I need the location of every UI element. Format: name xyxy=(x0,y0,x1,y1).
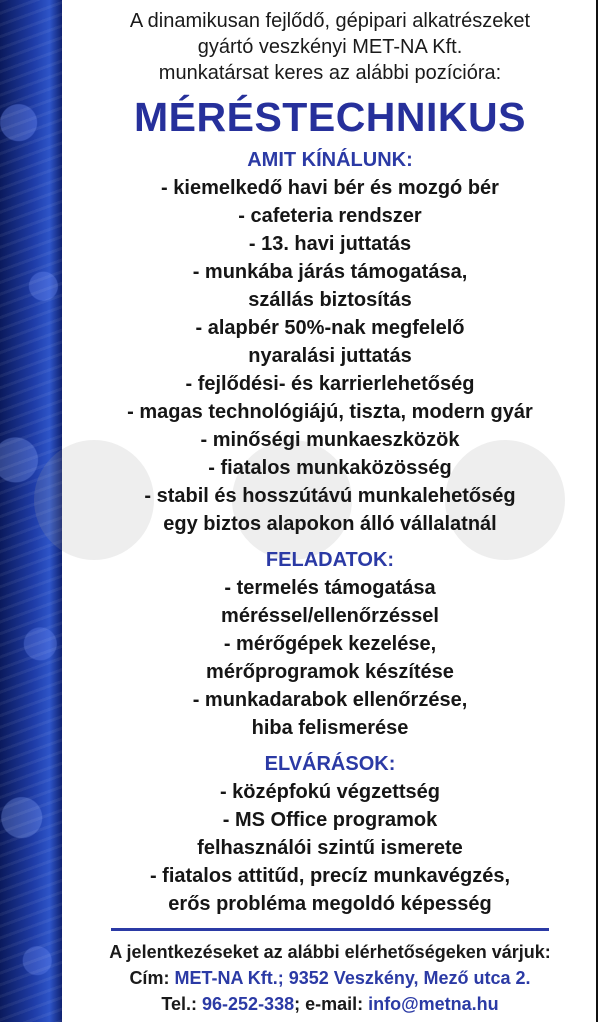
email-label: ; e-mail: xyxy=(294,994,364,1014)
email-link[interactable]: info@metna.hu xyxy=(368,994,499,1014)
contact-address xyxy=(62,965,598,991)
intro-line: munkatársat keres az alábbi pozícióra: xyxy=(158,62,502,84)
list-item: nyaralási juttatás xyxy=(248,345,412,367)
section-requirements xyxy=(62,750,598,918)
list-item: mérőprogramok készítése xyxy=(206,661,454,683)
list-item: egy biztos alapokon álló vállalatnál xyxy=(163,513,497,535)
section-heading-offer: AMIT KÍNÁLUNK: xyxy=(247,149,413,171)
job-ad-content xyxy=(62,0,598,1017)
list-item: - termelés támogatása xyxy=(224,577,436,599)
list-item: - MS Office programok xyxy=(222,809,438,831)
list-item: - mérőgépek kezelése, xyxy=(223,633,437,655)
contact-block xyxy=(62,939,598,1017)
section-tasks xyxy=(62,546,598,742)
list-item: - 13. havi juttatás xyxy=(248,233,412,255)
list-item: - munkába járás támogatása, xyxy=(192,261,468,283)
list-item: - fiatalos attitűd, precíz munkavégzés, xyxy=(149,865,511,887)
list-item: - alapbér 50%-nak megfelelő xyxy=(195,317,465,339)
list-item: - magas technológiájú, tiszta, modern gyár xyxy=(127,401,533,423)
list-item: - cafeteria rendszer xyxy=(238,205,422,227)
list-item: - fejlődési- és karrierlehetőség xyxy=(185,373,475,395)
job-title: MÉRÉSTECHNIKUS xyxy=(134,94,526,140)
list-item: - stabil és hosszútávú munkalehetőség xyxy=(144,485,516,507)
intro-line: A dinamikusan fejlődő, gépipari alkatrészeket xyxy=(129,10,531,32)
list-item: szállás biztosítás xyxy=(248,289,412,311)
list-item: méréssel/ellenőrzéssel xyxy=(221,605,439,627)
list-item: - kiemelkedő havi bér és mozgó bér xyxy=(161,177,499,199)
intro-text xyxy=(62,8,598,86)
section-heading-tasks: FELADATOK: xyxy=(265,549,395,571)
section-offer xyxy=(62,146,598,538)
divider xyxy=(111,928,549,931)
phone-label: Tel.: xyxy=(161,994,197,1014)
list-item: - fiatalos munkaközösség xyxy=(208,457,452,479)
list-item: - minőségi munkaeszközök xyxy=(200,429,460,451)
contact-phone-email xyxy=(62,991,598,1017)
address-value: MET-NA Kft.; 9352 Veszkény, Mező utca 2. xyxy=(174,968,531,988)
list-item: felhasználói szintű ismerete xyxy=(197,837,463,859)
list-item: - munkadarabok ellenőrzése, xyxy=(192,689,468,711)
list-item: hiba felismerése xyxy=(251,717,409,739)
contact-intro: A jelentkezéseket az alábbi elérhetőségeken várjuk: xyxy=(109,942,551,962)
phone-value: 96-252-338 xyxy=(202,994,295,1014)
list-item: erős probléma megoldó képesség xyxy=(168,893,492,915)
address-label: Cím: xyxy=(129,968,170,988)
section-heading-requirements: ELVÁRÁSOK: xyxy=(264,753,396,775)
intro-line: gyártó veszkényi MET-NA Kft. xyxy=(197,36,463,58)
list-item: - középfokú végzettség xyxy=(219,781,441,803)
